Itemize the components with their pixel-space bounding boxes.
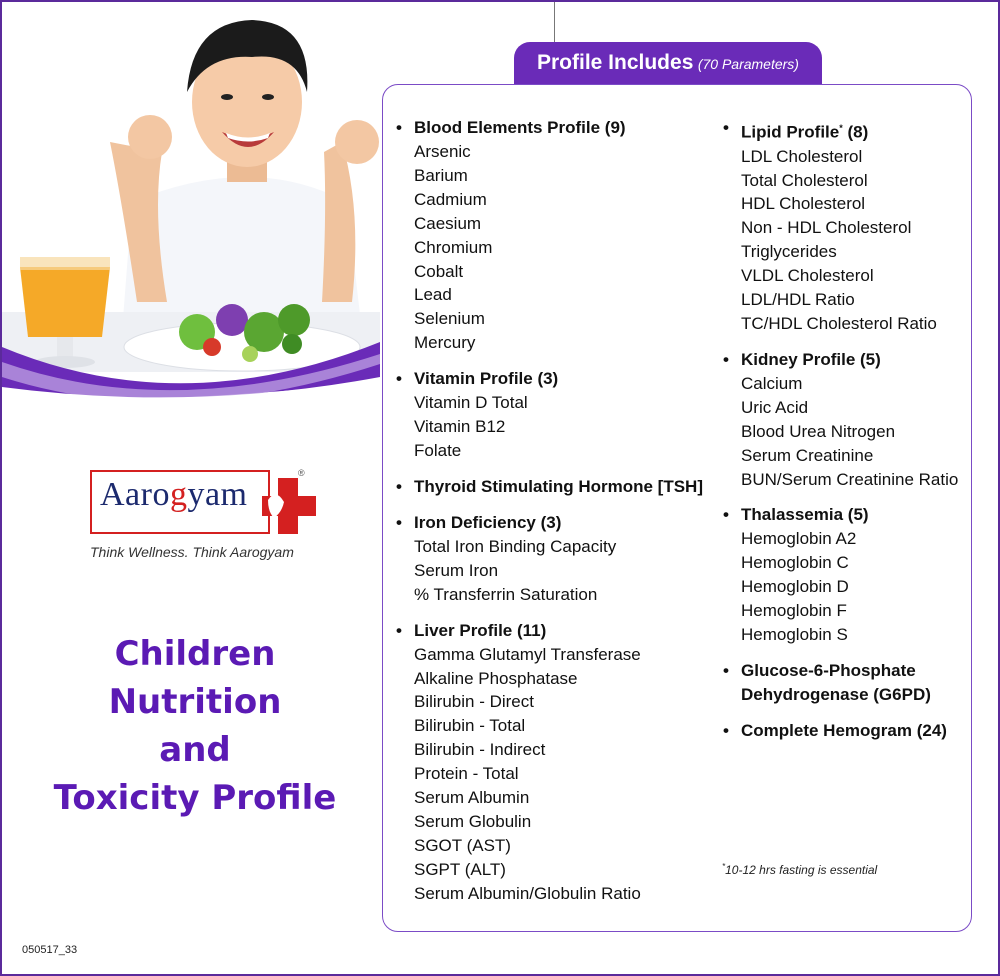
list-item: HDL Cholesterol	[741, 194, 866, 214]
profile-section	[396, 116, 716, 355]
list-item: Cadmium	[414, 189, 487, 209]
list-item: Gamma Glutamyl Transferase	[414, 644, 641, 664]
list-item: Serum Creatinine	[741, 445, 874, 465]
list-item: Hemoglobin F	[741, 601, 847, 621]
fasting-footnote: *10-12 hrs fasting is essential	[722, 862, 878, 877]
list-item: Hemoglobin S	[741, 625, 848, 645]
section-heading: • Complete Hemogram (24)	[741, 719, 993, 743]
section-heading: • Liver Profile (11)	[414, 619, 716, 643]
list-item: Bilirubin - Direct	[414, 692, 534, 712]
list-item: VLDL Cholesterol	[741, 266, 874, 286]
list-item: Caesium	[414, 213, 482, 233]
list-item: Non - HDL Cholesterol	[741, 218, 912, 238]
list-item: Arsenic	[414, 142, 471, 161]
list-item: Barium	[414, 165, 468, 185]
registered-mark: ®	[298, 468, 305, 478]
list-item: Triglycerides	[741, 242, 837, 262]
list-item: Mercury	[414, 333, 476, 353]
logo-wordmark: Aarogyam	[100, 476, 248, 513]
tagline: Think Wellness. Think Aarogyam	[90, 544, 294, 560]
list-item: Calcium	[741, 373, 803, 393]
section-heading: • Blood Elements Profile (9)	[414, 116, 716, 140]
medical-cross-icon	[262, 478, 316, 534]
profile-section	[723, 116, 993, 336]
list-item: Folate	[414, 440, 462, 460]
divider-line	[554, 2, 555, 42]
list-item: Hemoglobin D	[741, 577, 849, 597]
list-item: Alkaline Phosphatase	[414, 668, 578, 688]
list-item: Serum Albumin	[414, 788, 530, 808]
aarogyam-logo	[90, 468, 320, 540]
profile-section	[396, 367, 716, 463]
profile-section	[396, 511, 716, 607]
profile-column-left	[396, 116, 716, 918]
section-heading: • Vitamin Profile (3)	[414, 367, 716, 391]
list-item: Hemoglobin A2	[741, 529, 857, 549]
list-item: Vitamin B12	[414, 417, 506, 437]
list-item: Chromium	[414, 237, 493, 257]
profile-section	[723, 719, 993, 743]
list-item: SGPT (ALT)	[414, 859, 506, 879]
profile-section	[723, 659, 993, 707]
list-item: LDL Cholesterol	[741, 146, 863, 166]
profile-section	[396, 475, 716, 499]
list-item: TC/HDL Cholesterol Ratio	[741, 314, 937, 333]
list-item: Selenium	[414, 309, 485, 329]
list-item: Uric Acid	[741, 397, 809, 417]
document-code: 050517_33	[22, 944, 78, 956]
parameter-count: (70 Parameters)	[697, 56, 799, 72]
list-item: Bilirubin - Indirect	[414, 740, 546, 760]
list-item: Serum Albumin/Globulin Ratio	[414, 883, 641, 903]
page-title	[2, 630, 388, 822]
section-heading: • Thalassemia (5)	[741, 503, 993, 527]
child-photo	[2, 2, 380, 402]
list-item: Serum Iron	[414, 560, 499, 580]
list-item: Vitamin D Total	[414, 393, 528, 413]
list-item: Blood Urea Nitrogen	[741, 421, 896, 441]
profile-header-tab	[514, 42, 822, 84]
section-heading: • Lipid Profile* (8)	[741, 116, 993, 145]
section-heading: • Iron Deficiency (3)	[414, 511, 716, 535]
profile-header-label: Profile Includes	[537, 51, 694, 74]
title-line: and	[159, 730, 231, 770]
title-line: Toxicity Profile	[53, 778, 337, 818]
list-item: Bilirubin - Total	[414, 716, 526, 736]
list-item: Total Cholesterol	[741, 170, 868, 190]
section-heading: • Kidney Profile (5)	[741, 348, 993, 372]
list-item: Cobalt	[414, 261, 464, 281]
list-item: Protein - Total	[414, 764, 519, 784]
list-item: Lead	[414, 285, 452, 305]
list-item: % Transferrin Saturation	[414, 584, 598, 604]
profile-section	[396, 619, 716, 906]
profile-column-right	[723, 116, 993, 755]
list-item: Serum Globulin	[414, 811, 532, 831]
list-item: SGOT (AST)	[414, 835, 511, 855]
profile-section	[723, 348, 993, 492]
title-line: Children	[114, 634, 276, 674]
list-item: Total Iron Binding Capacity	[414, 536, 617, 556]
section-heading: • Thyroid Stimulating Hormone [TSH]	[414, 475, 716, 499]
list-item: Hemoglobin C	[741, 553, 849, 573]
list-item: BUN/Serum Creatinine Ratio	[741, 469, 959, 489]
list-item: LDL/HDL Ratio	[741, 290, 855, 310]
title-line: Nutrition	[108, 682, 282, 722]
profile-section	[723, 503, 993, 647]
section-heading: • Glucose-6-Phosphate Dehydrogenase (G6PD)	[741, 659, 951, 707]
